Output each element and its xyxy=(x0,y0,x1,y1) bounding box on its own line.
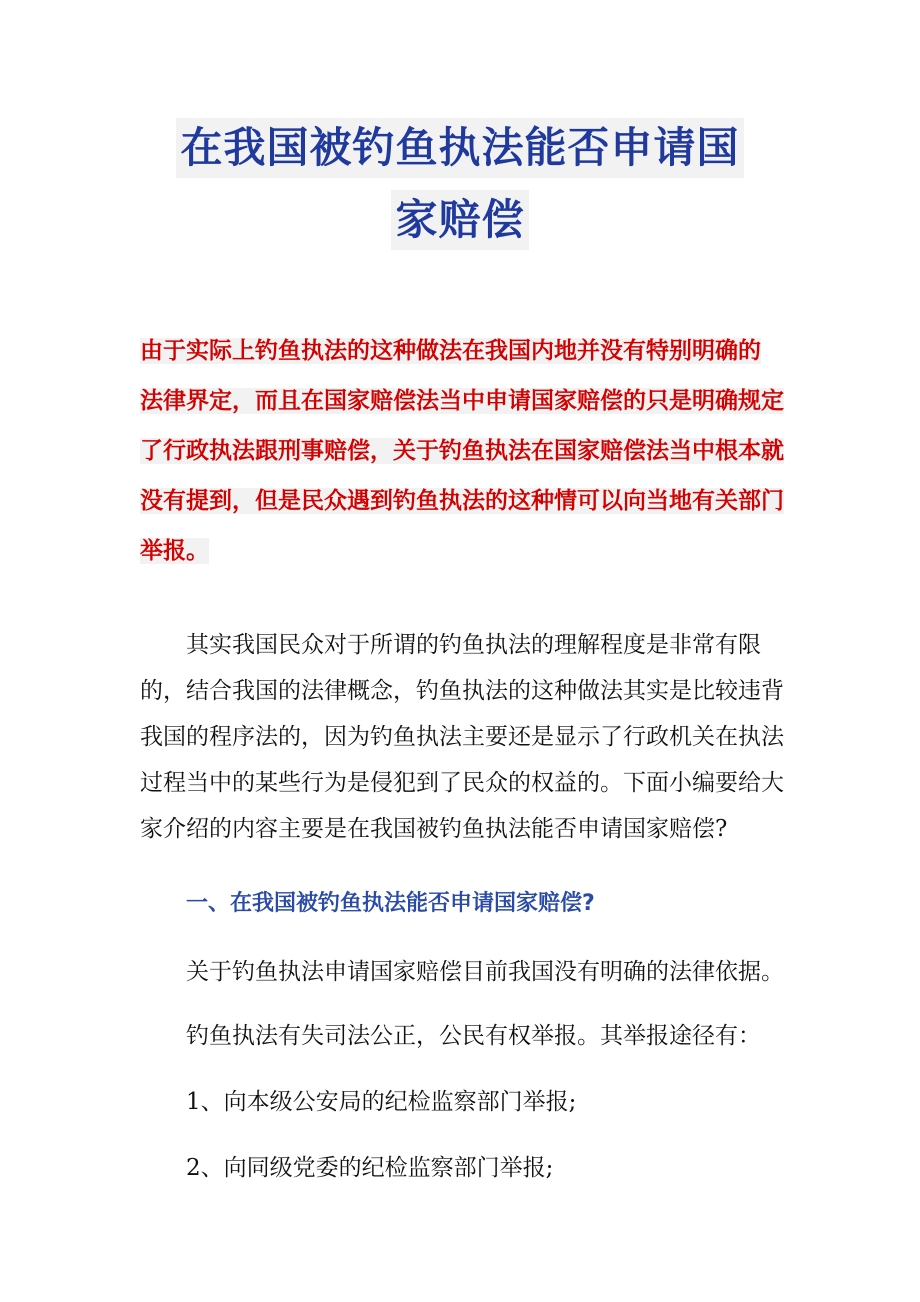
intro-line-4: 过程当中的某些行为是侵犯到了民众的权益的。下面小编要给大 xyxy=(140,770,784,796)
summary-line-3: 了行政执法跟刑事赔偿，关于钓鱼执法在国家赔偿法当中根本就 xyxy=(140,438,784,464)
intro-paragraph xyxy=(140,622,782,852)
summary-line-4: 没有提到，但是民众遇到钓鱼执法的这种情可以向当地有关部门 xyxy=(140,488,784,514)
paragraph-report-channels: 钓鱼执法有失司法公正，公民有权举报。其举报途径有： xyxy=(186,1023,761,1049)
summary-block xyxy=(140,326,782,576)
summary-line-5: 举报。 xyxy=(140,538,209,564)
title-line-2: 家赔偿 xyxy=(391,190,528,250)
title-line-1: 在我国被钓鱼执法能否申请国 xyxy=(176,118,743,178)
summary-line-1: 由于实际上钓鱼执法的这种做法在我国内地并没有特别明确的 xyxy=(140,338,761,364)
paragraph-legal-basis: 关于钓鱼执法申请国家赔偿目前我国没有明确的法律依据。 xyxy=(186,959,784,985)
intro-line-3: 我国的程序法的，因为钓鱼执法主要还是显示了行政机关在执法 xyxy=(140,724,784,750)
list-item-1: 1、向本级公安局的纪检监察部门举报; xyxy=(186,1089,577,1115)
intro-line-5: 家介绍的内容主要是在我国被钓鱼执法能否申请国家赔偿? xyxy=(140,816,728,842)
intro-line-2: 的，结合我国的法律概念，钓鱼执法的这种做法其实是比较违背 xyxy=(140,678,784,704)
summary-line-2: 法律界定，而且在国家赔偿法当中申请国家赔偿的只是明确规定 xyxy=(140,388,784,414)
list-item-2: 2、向同级党委的纪检监察部门举报; xyxy=(186,1155,554,1181)
intro-line-1: 其实我国民众对于所谓的钓鱼执法的理解程度是非常有限 xyxy=(186,632,761,658)
document-title xyxy=(0,118,920,262)
section-heading: 一、在我国被钓鱼执法能否申请国家赔偿? xyxy=(186,891,595,916)
